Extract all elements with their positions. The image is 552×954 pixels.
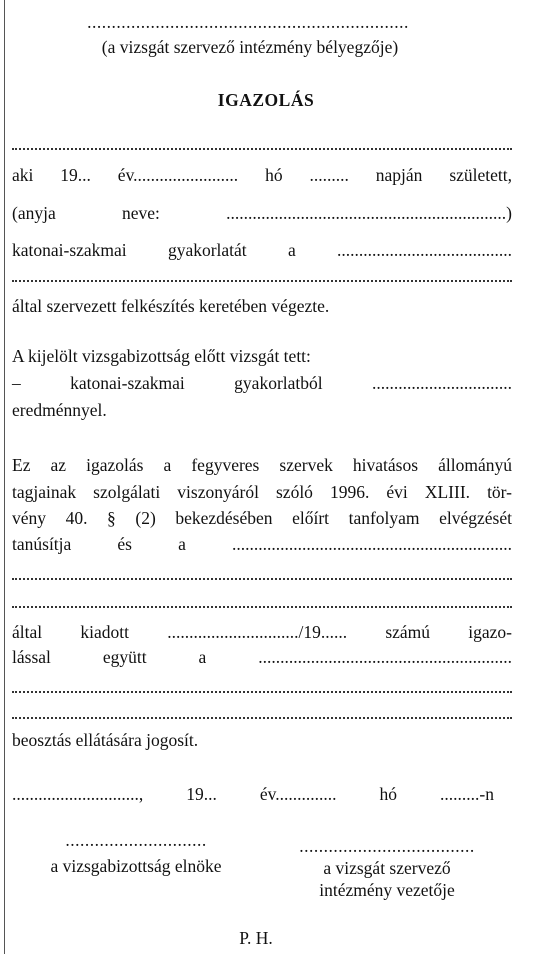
law-line-3: vény 40. § (2) bekezdésében előírt tanfolyam elvégzését: [12, 508, 512, 528]
law-blank-line-3: [12, 691, 512, 693]
organizer-blank-line: [12, 280, 512, 282]
signature-right-dots: ....................................: [299, 836, 475, 856]
law-blank-line-1: [12, 578, 512, 580]
practice-line: katonai-szakmai gyakorlatát a ........................................: [12, 240, 512, 260]
law-line-6: lással együtt a ..........................................................: [12, 647, 512, 667]
result-line: eredménnyel.: [12, 400, 107, 420]
law-blank-line-2: [12, 606, 512, 608]
stamp-dots: ..................................................................: [87, 12, 409, 32]
name-blank-line: [12, 148, 512, 150]
ph-mark: P. H.: [239, 928, 273, 948]
left-margin-rule: [4, 0, 5, 954]
date-line: ............................., 19... év.............. hó .........-n: [12, 784, 494, 804]
signature-right-label-2: intézmény vezetője: [319, 880, 455, 900]
stamp-label: (a vizsgát szervező intézmény bélyegzője): [101, 37, 399, 57]
birth-line: aki 19... év........................ hó ......... napján született,: [12, 165, 512, 185]
law-blank-line-4: [12, 717, 512, 719]
mother-name-line: (anyja neve: ................................................................): [12, 203, 512, 223]
signature-left-label: a vizsgabizottság elnöke: [50, 856, 222, 876]
law-line-4: tanúsítja és a ................................................................: [12, 534, 512, 554]
law-line-2: tagjainak szolgálati viszonyáról szóló 1996. évi XLIII. tör-: [12, 482, 512, 502]
signature-right-label-1: a vizsgát szervező: [323, 858, 451, 878]
document-title: IGAZOLÁS: [217, 90, 315, 110]
law-line-1: Ez az igazolás a fegyveres szervek hivatásos állományú: [12, 455, 512, 475]
exam-item: – katonai-szakmai gyakorlatból ................................: [12, 373, 512, 393]
signature-left-dots: .............................: [65, 830, 207, 850]
exam-intro: A kijelölt vizsgabizottság előtt vizsgát tett:: [12, 346, 311, 366]
law-line-5: által kiadott ............................../19...... számú igazo-: [12, 622, 512, 642]
organized-line: által szervezett felkészítés keretében végezte.: [12, 296, 330, 316]
law-line-7: beosztás ellátására jogosít.: [12, 730, 199, 750]
